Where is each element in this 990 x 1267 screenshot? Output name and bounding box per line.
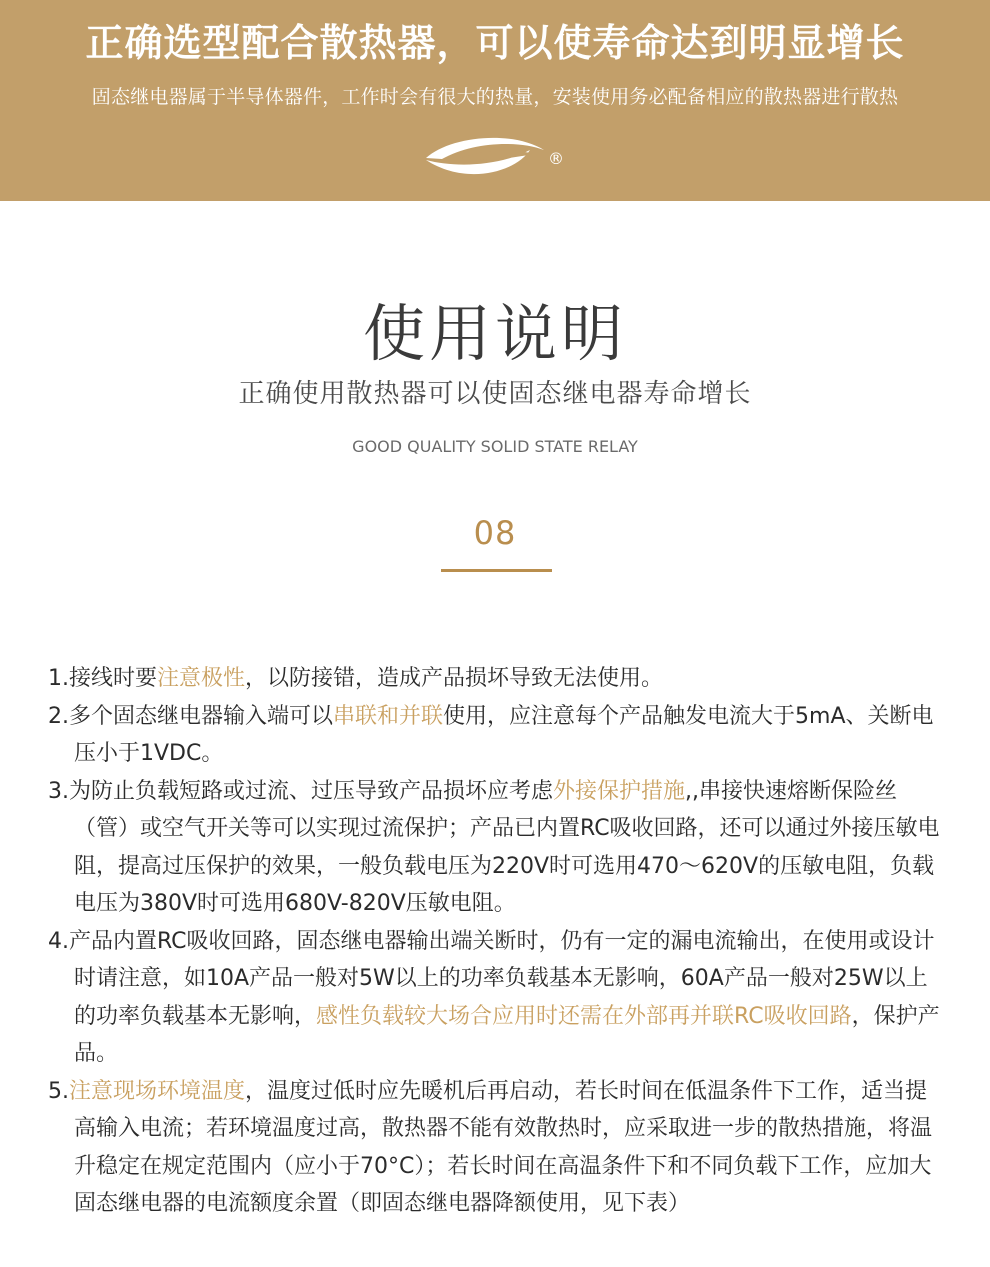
note-text: ，以防接错，造成产品损坏导致无法使用。 <box>245 666 664 691</box>
note-text: 4.产品内置RC吸收回路，固态继电器输出端关断时，仍有一定的漏电流输出，在使用或设计时请注意，如10A产品一般对5W以上的功率负载基本无影响，60A产品一般对25W以上的功率负载基本无影响， <box>48 928 935 1029</box>
section-english-caption: GOOD QUALITY SOLID STATE RELAY <box>352 437 638 456</box>
note-text: 2.多个固态继电器输入端可以 <box>48 703 333 729</box>
banner-title: 正确选型配合散热器，可以使寿命达到明显增长 <box>85 21 905 65</box>
note-text: ，温度过低时应先暖机后再启动，若长时间在低温条件下工作，适当提高输入电流；若环境温度过高，散热器不能有效散热时，应采取进一步的散热措施，将温升稳定在规定范围内（应小于70°C）；若长时间在高温条件下和不同负载下工作，应加大固态继电器的电流额度余置（即固态继电器降额使用，见下表） <box>74 1078 933 1216</box>
note-highlight: 外接保护措施 <box>553 778 686 804</box>
section-title: 使用说明 <box>362 297 627 370</box>
note-text: ,,串接快速熔断保险丝（管）或空气开关等可以实现过流保护；产品已内置RC吸收回路，还可以通过外接压敏电阻，提高过压保护的效果，一般负载电压为220V时可选用470～620V的压敏电阻，负载电压为380V时可选用680V-820V压敏电阻。 <box>74 778 940 916</box>
note-highlight: 注意极性 <box>157 666 246 691</box>
registered-mark: ® <box>548 149 564 168</box>
note-item-5 <box>48 1073 948 1223</box>
leaf-swoosh-logo-icon <box>420 128 570 188</box>
note-text: 1.接线时要 <box>48 666 157 691</box>
note-highlight: 串联和并联 <box>333 703 444 729</box>
note-highlight: 注意现场环境温度 <box>69 1078 246 1104</box>
note-highlight: 感性负载较大场合应用时还需在外部再并联RC吸收回路 <box>316 1003 852 1029</box>
note-text: 使用，应注意每个产品触发电流大于5mA、关断电压小于1VDC。 <box>74 703 934 766</box>
note-text: 3.为防止负载短路或过流、过压导致产品损坏应考虑 <box>48 778 553 804</box>
note-item-4 <box>48 923 948 1073</box>
note-item-3 <box>48 773 948 923</box>
header-banner <box>0 0 990 201</box>
banner-subtitle: 固态继电器属于半导体器件，工作时会有很大的热量，安装使用务必配备相应的散热器进行散热 <box>91 86 899 108</box>
note-text: ，保护产品。 <box>74 1003 940 1066</box>
note-item-1 <box>48 660 948 698</box>
note-item-2 <box>48 698 948 773</box>
section-divider <box>441 569 552 572</box>
usage-notes-list <box>48 660 948 1223</box>
section-subtitle: 正确使用散热器可以使固态继电器寿命增长 <box>238 379 752 409</box>
note-text: 5. <box>48 1078 69 1104</box>
section-number: 08 <box>473 514 517 552</box>
